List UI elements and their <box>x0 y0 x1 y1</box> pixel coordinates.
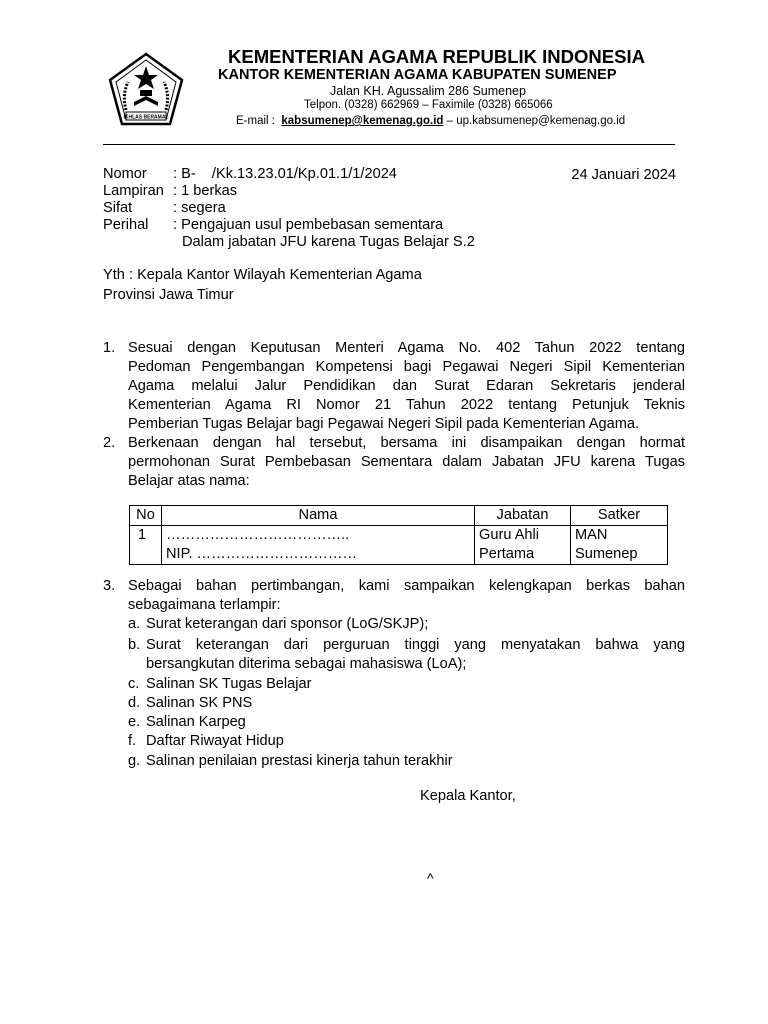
cell-nama: ……………………………….. NIP. …………………………… <box>162 526 475 565</box>
point-3-text: Sebagai bahan pertimbangan, kami sampaikan kelengkapan berkas bahan sebagaimana terlampir: <box>128 578 685 613</box>
office-email <box>236 115 625 127</box>
email-secondary: up.kabsumenep@kemenag.go.id <box>456 115 626 127</box>
office-name: KANTOR KEMENTERIAN AGAMA KABUPATEN SUMENEP <box>218 67 617 83</box>
ministry-name: KEMENTERIAN AGAMA REPUBLIK INDONESIA <box>228 46 645 67</box>
office-phone: Telpon. (0328) 662969 – Faximile (0328) 665066 <box>304 99 553 111</box>
recipient-line2: Provinsi Jawa Timur <box>103 287 234 303</box>
signature-title: Kepala Kantor, <box>420 788 516 804</box>
cell-satker: MAN Sumenep <box>571 526 668 565</box>
email-primary-link[interactable]: kabsumenep@kemenag.go.id <box>281 115 444 127</box>
col-header-jabatan: Jabatan <box>475 506 571 526</box>
letter-date: 24 Januari 2024 <box>571 167 676 183</box>
meta-perihal-cont: Dalam jabatan JFU karena Tugas Belajar S.2 <box>182 234 475 250</box>
recipient-line1: Yth : Kepala Kantor Wilayah Kementerian Agama <box>103 267 422 283</box>
cell-jabatan: Guru Ahli Pertama <box>475 526 571 565</box>
meta-nomor: Nomor : B- /Kk.13.23.01/Kp.01.1/1/2024 <box>103 166 397 182</box>
svg-text:IKHLAS BERAMAL: IKHLAS BERAMAL <box>123 114 169 121</box>
employee-table <box>129 505 668 565</box>
meta-lampiran: Lampiran : 1 berkas <box>103 183 238 199</box>
table-header-row <box>130 506 668 526</box>
email-label: E-mail : <box>236 115 275 127</box>
table-row <box>130 526 668 565</box>
point-3-number: 3. <box>103 578 116 594</box>
col-header-nama: Nama <box>162 506 475 526</box>
email-separator: – <box>446 115 454 127</box>
signature-caret: ^ <box>427 870 434 886</box>
cell-no: 1 <box>130 526 162 565</box>
point-1-text: Sesuai dengan Keputusan Menteri Agama No. 402 Tahun 2022 tentang Pedoman Pengembangan Kompetensi bagi Pegawai Negeri Sipil Kementerian Agama melalui Jalur Pendidikan dan Surat Edaran Sekretaris jenderal Kementerian Agama RI Nomor 21 Tahun 2022 tentang Petunjuk Teknis Pemberian Tugas Belajar bagi Pegawai Negeri Sipil pada Kementerian Agama. <box>128 340 685 432</box>
meta-perihal: Perihal : Pengajuan usul pembebasan sementara <box>103 217 444 233</box>
point-2-text: Berkenaan dengan hal tersebut, bersama ini disampaikan dengan hormat permohonan Surat Pembebasan Sementara dalam Jabatan JFU karena Tugas Belajar atas nama: <box>128 435 685 489</box>
ministry-logo <box>104 50 188 134</box>
col-header-no: No <box>130 506 162 526</box>
office-address: Jalan KH. Agussalim 286 Sumenep <box>330 84 526 98</box>
point-2-number: 2. <box>103 435 116 451</box>
point-1-number: 1. <box>103 340 116 356</box>
letterhead-divider <box>103 144 675 145</box>
col-header-satker: Satker <box>571 506 668 526</box>
meta-sifat: Sifat : segera <box>103 200 226 216</box>
